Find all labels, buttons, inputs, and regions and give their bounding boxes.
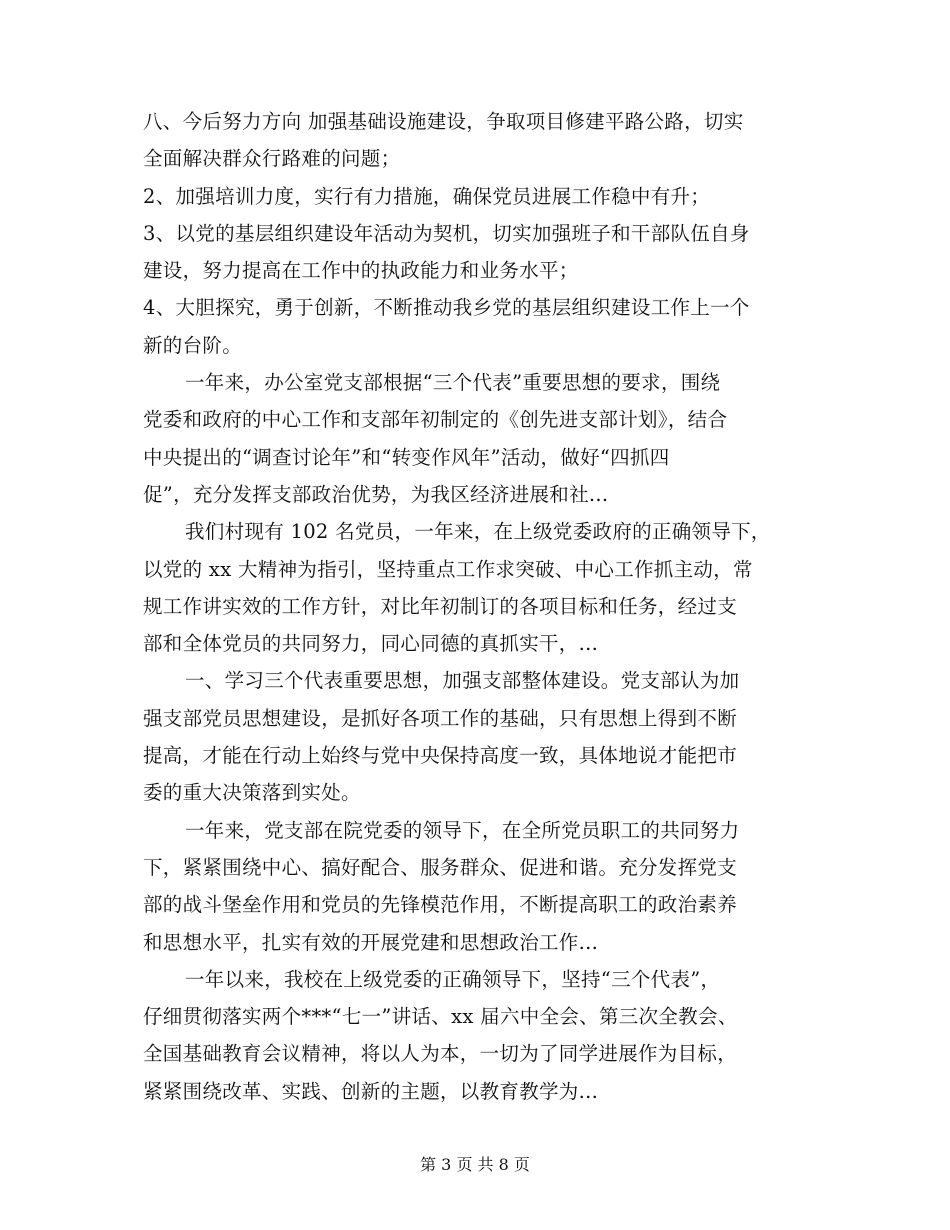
text-line: 下，紧紧围绕中心、搞好配合、服务群众、促进和谐。充分发挥党支	[143, 855, 738, 879]
text-line: 中央提出的“调查讨论年”和“转变作风年”活动，做好“四抓四	[143, 445, 670, 469]
text-line: 促”，充分发挥支部政治优势，为我区经济进展和社...	[143, 482, 609, 506]
text-line: 建设，努力提高在工作中的执政能力和业务水平；	[143, 259, 579, 283]
text-line: 一、学习三个代表重要思想，加强支部整体建设。党支部认为加	[185, 669, 740, 693]
text-line: 部和全体党员的共同努力，同心同德的真抓实干，...	[143, 632, 599, 656]
text-line: 4、大胆探究，勇于创新，不断推动我乡党的基层组织建设工作上一个	[143, 296, 750, 320]
text-line: 提高，才能在行动上始终与党中央保持高度一致，具体地说才能把市	[143, 744, 738, 768]
text-line: 新的台阶。	[143, 333, 243, 357]
text-line: 规工作讲实效的工作方针，对比年初制订的各项目标和任务，经过支	[143, 594, 738, 618]
text-line: 八、今后努力方向 加强基础设施建设，争取项目修建平路公路，切实	[143, 110, 744, 133]
text-line: 仔细贯彻落实两个***“七一”讲话、xx 届六中全会、第三次全教会、	[143, 1005, 738, 1029]
text-line: 我们村现有 102 名党员，一年来，在上级党委政府的正确领导下，	[185, 520, 771, 544]
text-line: 以党的 xx 大精神为指引，坚持重点工作求突破、中心工作抓主动，常	[143, 557, 753, 581]
text-line: 紧紧围绕改革、实践、创新的主题，以教育教学为...	[143, 1079, 599, 1103]
page-number-footer: 第 3 页 共 8 页	[420, 1155, 530, 1174]
text-line: 3、以党的基层组织建设年活动为契机，切实加强班子和干部队伍自身	[143, 221, 750, 245]
document-body	[143, 103, 811, 1110]
text-line: 和思想水平，扎实有效的开展党建和思想政治工作...	[143, 930, 599, 954]
text-line: 党委和政府的中心工作和支部年初制定的《创先进支部计划》，结合	[143, 408, 728, 432]
text-line: 一年来，党支部在院党委的领导下，在全所党员职工的共同努力	[185, 818, 740, 842]
text-line: 部的战斗堡垒作用和党员的先锋模范作用，不断提高职工的政治素养	[143, 893, 738, 917]
text-line: 委的重大决策落到实处。	[143, 781, 361, 805]
text-line: 强支部党员思想建设，是抓好各项工作的基础，只有思想上得到不断	[143, 706, 738, 730]
text-line: 一年来，办公室党支部根据“三个代表”重要思想的要求，围绕	[185, 371, 721, 395]
text-line: 2、加强培训力度，实行有力措施，确保党员进展工作稳中有升；	[143, 184, 711, 208]
text-line: 全面解决群众行路难的问题；	[143, 147, 401, 171]
text-line: 一年以来，我校在上级党委的正确领导下，坚持“三个代表”，	[185, 967, 721, 991]
text-line: 全国基础教育会议精神，将以人为本，一切为了同学进展作为目标，	[143, 1042, 738, 1066]
